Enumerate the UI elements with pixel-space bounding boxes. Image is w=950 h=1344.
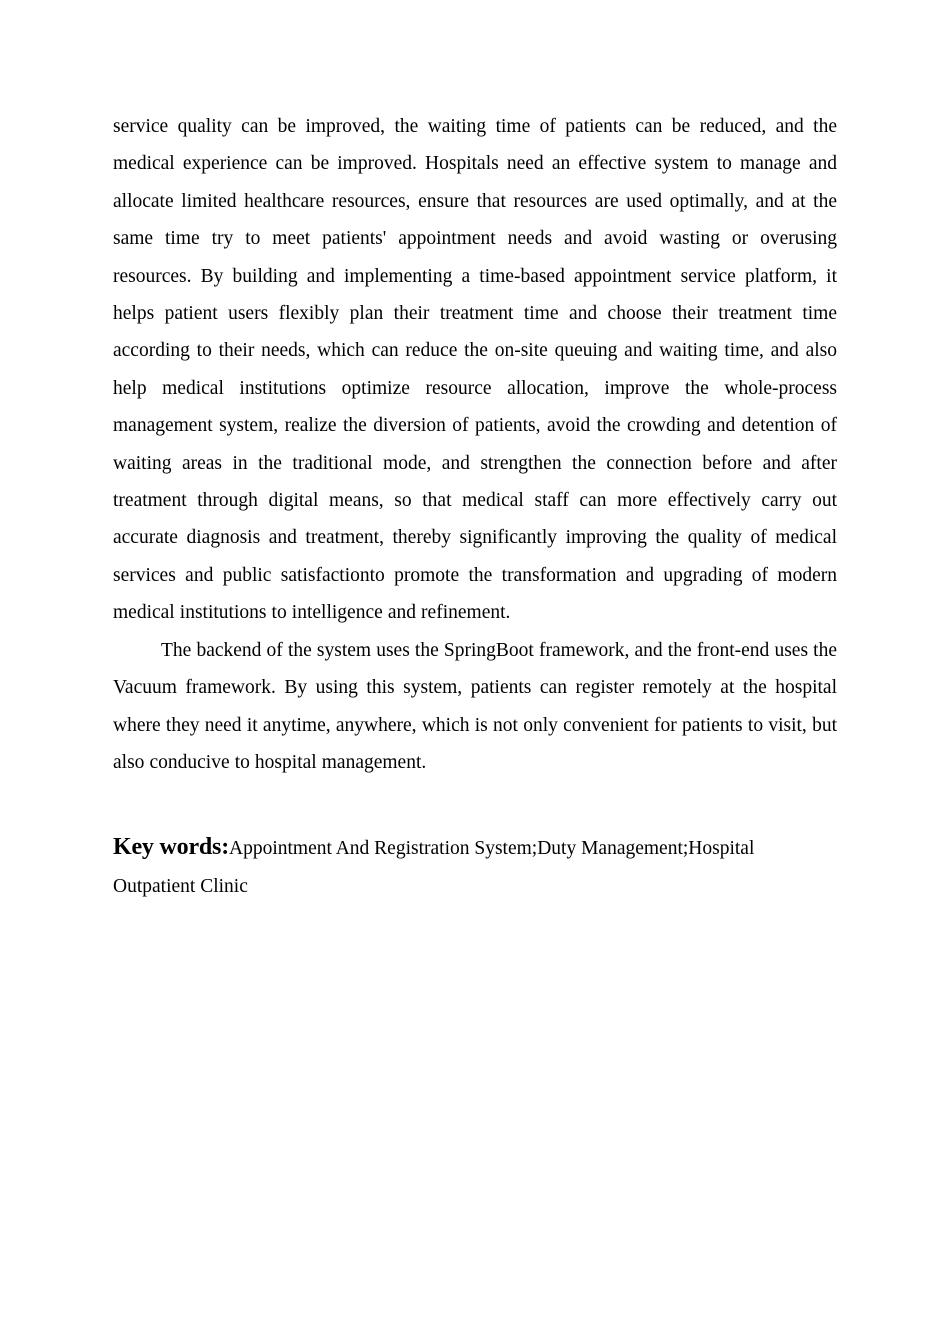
paragraph-2: The backend of the system uses the SpringBoot framework, and the front-end uses the Vacuum framework. By using this system, patients can register remotely at the hospital where they need it anytime, anywhere, which is not only convenient for patients to visit, but also conducive to hospital management.: [113, 639, 837, 773]
document-body: [113, 108, 837, 905]
keywords-label: Key words:: [113, 834, 229, 861]
paragraph-1: service quality can be improved, the waiting time of patients can be reduced, and the medical experience can be improved. Hospitals need an effective system to manage and allocate limited healthcare resources, ensure that resources are used optimally, and at the same time try to meet patients' appointment needs and avoid wasting or overusing resources. By building and implementing a time-based appointment service platform, it helps patient users flexibly plan their treatment time and choose their treatment time according to their needs, which can reduce the on-site queuing and waiting time, and also help medical institutions optimize resource allocation, improve the whole-process management system, realize the diversion of patients, avoid the crowding and detention of waiting areas in the traditional mode, and strengthen the connection before and after treatment through digital means, so that medical staff can more effectively carry out accurate diagnosis and treatment, thereby significantly improving the quality of medical services and public satisfactionto promote the transformation and upgrading of modern medical institutions to intelligence and refinement.: [113, 116, 837, 624]
keywords-value: Appointment And Registration System;Duty Management;Hospital Outpatient Clinic: [113, 838, 755, 897]
keywords-section: [113, 829, 837, 905]
